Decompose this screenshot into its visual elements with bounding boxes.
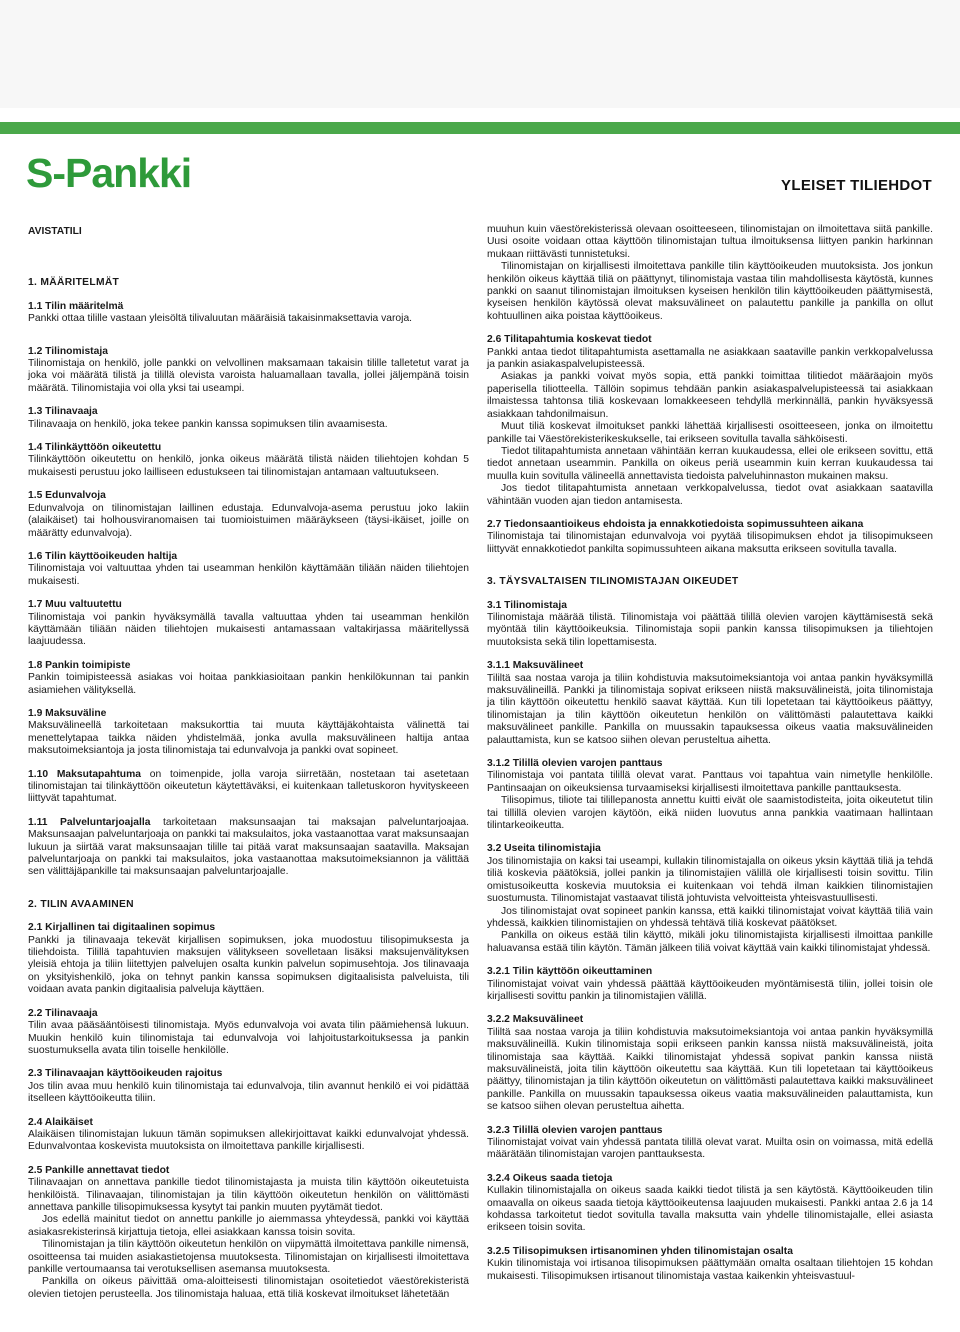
- paragraph: Tilin avaa pääsääntöisesti tilinomistaja. Myös edunvalvoja voi avata tilin päämiehensä lukuun. Muukin henkilö kuin tilinomistaja tai edunvalvoja voi lahjoitustarkoituksessa ja pankin suostumuksella avata tilin toiselle henkilölle.: [28, 1020, 469, 1056]
- subsection-heading: 2.5 Pankille annettavat tiedot: [28, 1164, 170, 1176]
- paragraph: Jos tilinomistajat ovat sopineet pankin kanssa, että kaikki tilinomistajat voivat käyttää tiliä vain yhdessä, kaikkien tilinomistajien on yhdessä tehtävä tiliä koskevat päätökset.: [487, 905, 933, 929]
- paragraph: Asiakas ja pankki voivat myös sopia, että pankki toimittaa tilitiedot määräajoin myös paperisella tiliotteella. Tällöin sopimus tehdään pankin asiakaspalvelupisteessä tai asiakkaan ilmaistessa tahtonsa tiliä koskevaan lomakkeeseen tehdyllä merkinnällä, pankin hyväksyessä asiakkaan tahdonilmaisun.: [487, 371, 933, 420]
- paragraph: Tilinomistaja voi valtuuttaa yhden tai useamman henkilön käyttämään tiliään näiden tiliehtojen mukaisesti.: [28, 563, 469, 587]
- subsection-heading: 2.4 Alaikäiset: [28, 1116, 93, 1128]
- subsection-heading: 2.6 Tilitapahtumia koskevat tiedot: [487, 334, 652, 346]
- paragraph: Pankki ja tilinavaaja tekevät kirjallisen sopimuksen, joka muodostuu tilisopimuksesta ja tiliehdoista. Tilillä tapahtuvien maksujen välitykseen sovelletaan lisäksi maksujenvälityksen yleisiä ehtoja ja tiliin liitettyjen palvelujen osalta kunkin palvelun sopimusehtoja. Jos tilinavaaja on yksityishenkilö, joka on tehnyt pankin kanssa sopimuksen digitaalisista palveluista, tili voidaan avata pankin digitaalisia palveluja käyttäen.: [28, 934, 469, 996]
- paragraph: Pankin toimipisteessä asiakas voi hoitaa pankkiasioitaan pankin henkilökunnan tai pankin asiamiehen välityksellä.: [28, 672, 469, 696]
- subsection-heading: 1.7 Muu valtuutettu: [28, 599, 122, 611]
- paragraph: Alaikäisen tilinomistajan lukuun tämän sopimuksen allekirjoittavat kaikki edunvalvojat yhdessä. Edunvalvontaa koskevista muutoksista on ilmoitettava pankille kirjallisesti.: [28, 1128, 469, 1153]
- section-heading: 2. TILIN AVAAMINEN: [28, 898, 134, 910]
- inline-text: on toimenpide, jolla varoja siirretään, nostetaan tai asetetaan tilinomistajan tai tilinkäyttöön oikeutetun käytettäväksi, ei kuitenkaan talletuskoron hyvityskeeen liittyvät tapahtumat.: [28, 768, 470, 805]
- subsection-heading: 3.2.3 Tilillä olevien varojen panttaus: [487, 1124, 663, 1136]
- paragraph: Jos tiedot tilitapahtumista annetaan verkkopalvelussa, tiedot ovat asiakkaan saatavilla vähintään vuoden ajan tiedon antamisesta.: [487, 483, 933, 507]
- paragraph: Tilinomistajat voivat vain yhdessä päättää käyttöoikeuden myöntämisestä tiliin, jollei toisin ole kirjallisesti sovittu pankin ja tilinomistajien välillä.: [487, 978, 933, 1002]
- left-column: [28, 226, 469, 1301]
- paragraph: Tililtä saa nostaa varoja ja tiliin kohdistuvia maksutoimeksiantoja voi antaa pankin hyväksymillä maksuvälineillä. Pankki ja tilinomistaja sopivat erikseen niistä maksuvälineistä, joita tilinomistaja ja tilin käyttöön oikeutettu henkilö saavat käyttää. Kun tili lopetetaan tai käyttöoikeus päättyy, tilinomistajan ja tilin käyttöön oikeutetun henkilön on välittömästi palautettava kaikki maksuvälineet pankille. Pankilla on muussakin tapauksessa oikeus vaatia maksuvälineiden palauttamista, kun se katsoo siihen olevan perusteltua aihetta.: [487, 672, 933, 746]
- subsection-heading: 1.8 Pankin toimipiste: [28, 659, 131, 671]
- subsection-heading: 3.2.4 Oikeus saada tietoja: [487, 1172, 613, 1184]
- paragraph: Pankki antaa tiedot tilitapahtumista asettamalla ne asiakkaan saataville pankin verkkopalvelussa ja pankin asiakaspalvelupisteessä.: [487, 346, 933, 371]
- paragraph: muuhun kuin väestörekisterissä olevaan osoitteeseen, tilinomistajan on ilmoitettava siitä pankille. Uusi osoite voidaan ottaa käyttöön tilinomistajan tultua ilmoituksensa liittyen pankin harkinnan mukaan riittävästi tunnistetuksi.: [487, 224, 933, 260]
- paragraph: Tilinkäyttöön oikeutettu on henkilö, jonka oikeus määrätä tilistä näiden tiliehtojen kohdan 5 mukaisesti perustuu joko lailliseen edustukseen tai tilinomistajan antamaan valtuutukseen.: [28, 454, 469, 478]
- paragraph: Pankilla on oikeus päivittää oma-aloitteisesti tilinomistajan osoitetiedot väestörekisteristä olevien tietojen perusteella. Jos tilinomistaja haluaa, että tiliä koskevat ilmoitukset lähetetään: [28, 1276, 469, 1300]
- paragraph: Jos tilin avaa muu henkilö kuin tilinomistaja tai edunvalvoja, tilin avannut henkilö ei voi pidättää itselleen käyttöoikeutta tiliin.: [28, 1080, 469, 1105]
- paragraph: Jos edellä mainitut tiedot on annettu pankille jo aiemmassa yhteydessä, pankki voi käyttää asiakasrekisterinsä kirjattuja tietoja, ellei asiakkaan kanssa toisin sovita.: [28, 1214, 469, 1238]
- s-pankki-logo: S-Pankki: [26, 150, 192, 196]
- subsection-heading: 3.2.2 Maksuvälineet: [487, 1014, 584, 1026]
- paragraph: [28, 769, 469, 806]
- paragraph: Tilinavaajan on annettava pankille tiedot tilinomistajasta ja muista tilin käyttöön oikeutetuista henkilöistä. Tilinavaajan, tilinomistajan ja tilin käyttöön oikeutetun henkilön on välittömästi annettava pankille tilisopimuksessa kysytyt tai pankin muuten pyytämät tiedot.: [28, 1177, 469, 1213]
- paragraph: Tilinavaaja on henkilö, joka tekee pankin kanssa sopimuksen tilin avaamisesta.: [28, 418, 388, 430]
- paragraph: Edunvalvoja on tilinomistajan laillinen edustaja. Edunvalvoja-asema perustuu joko lakiin (alaikäiset) tai holhousviranomaisen tai tuomioistuimen määräykseen (täysi-ikäiset, joille on määrätty edunvalvoja).: [28, 502, 469, 539]
- paragraph: Tilinomistaja voi pankin hyväksymällä tavalla valtuuttaa yhden tai useamman henkilön käyttämään tiliään näiden tiliehtojen mukaisesti antamassaan valtakirjassa määritellyssä laajuudessa.: [28, 611, 469, 648]
- subsection-heading: 1.5 Edunvalvoja: [28, 490, 106, 502]
- subsection-heading: 3.1.1 Maksuvälineet: [487, 660, 584, 672]
- subsection-heading: 3.2 Useita tilinomistajia: [487, 843, 601, 855]
- paragraph: Tilinomistaja tai tilinomistajan edunvalvoja voi pyytää tilisopimuksen ehdot ja tilisopimukseen liittyvät ennakkotiedot pankilta sopimussuhteen aikana maksutta erikseen sovitulla tavalla.: [487, 531, 933, 555]
- subsection-heading: 1.3 Tilinavaaja: [28, 406, 98, 418]
- paragraph: Pankilla on oikeus estää tilin käyttö, mikäli joku tilinomistajista kirjallisesti ilmoittaa pankille haluavansa estää tilin käytön. Tämän jälkeen tiliä voivat käyttää vain kaikki tilinomistajat yhdessä.: [487, 930, 933, 954]
- subsection-heading: 1.1 Tilin määritelmä: [28, 300, 124, 312]
- header-band: [0, 0, 960, 108]
- subsection-heading: 3.1 Tilinomistaja: [487, 599, 567, 611]
- subsection-heading: 1.6 Tilin käyttöoikeuden haltija: [28, 550, 178, 562]
- paragraph: Maksuvälineellä tarkoitetaan maksukorttia tai muuta käyttäjäkohtaista välinettä tai menettelytapaa taikka näiden yhdistelmää, jonka avulla maksuvälineen haltija antaa maksutoimeksiantoja ja josta tilinomistaja tai edunvalvoja ja pankki ovat sopineet.: [28, 720, 469, 757]
- subsection-heading: 2.1 Kirjallinen tai digitaalinen sopimus: [28, 922, 216, 934]
- subsection-heading: 2.2 Tilinavaaja: [28, 1007, 98, 1019]
- green-stripe: [0, 122, 960, 134]
- inline-text: tarkoitetaan maksunsaajan tai maksajan palveluntarjoajaa. Maksunsaajan palveluntarjoaja on pankki tai maksulaitos, joka vastaanottaa varat maksunsaajan lukuun ja siirtää varat maksunsaajan tilille tai pitää varat maksunsaajan saatavilla. Maksajan palveluntarjoaja on pankki tai maksulaitos, joka vastaanottaa maksutoimeksiannon ja välittää sen välittäjäpankille tai maksunsaajan palveluntarjoajalle.: [28, 816, 469, 878]
- paragraph: [28, 817, 469, 879]
- paragraph: Tilinomistaja määrää tilistä. Tilinomistaja voi päättää tilillä olevien varojen käyttämisestä sekä myöntää tilin käyttöoikeuksia. Tilinomistaja sopii pankin kanssa tilisopimuksen ja tiliehtojen muutoksista sekä tilin lopettamisesta.: [487, 611, 933, 648]
- paragraph: Tilinomistaja on henkilö, jolle pankki on velvollinen maksamaan takaisin tilille talletetut varat ja joka voi määrätä tilistä ja tilillä olevista varoista haluamallaan tavalla, jollei jäljempänä toisin määrätä. Tilinomistajia voi olla yksi tai useampi.: [28, 358, 469, 394]
- document-title: YLEISET TILIEHDOT: [781, 177, 932, 194]
- paragraph: Tilinomistaja voi pantata tilillä olevat varat. Panttaus voi tapahtua vain nimetylle henkilölle. Pantinsaajan on oikeuksiensa turvaamiseksi kirjallisesti ilmoitettava pankille panttauksesta.: [487, 770, 933, 794]
- section-heading: 1. MÄÄRITELMÄT: [28, 277, 120, 289]
- subsection-heading: 2.7 Tiedonsaantioikeus ehdoista ja ennakkotiedoista sopimussuhteen aikana: [487, 518, 864, 530]
- paragraph: Tililtä saa nostaa varoja ja tiliin kohdistuvia maksutoimeksiantoja voi antaa pankin hyväksymillä maksuvälineillä. Kukin tilinomistaja sopii erikseen pankin kanssa niistä maksuvälineistä, joita tilinomistaja saa käyttää. Kaikki tilinomistajat yhdessä sopivat pankin kanssa niistä maksuvälineistä, joita tilin käyttöön oikeutettu saa käyttää. Kun tili lopetetaan tai käyttöoikeus päättyy, tilinomistajan ja tilin käyttöön oikeutetun on välittömästi palautettava kaikki maksuvälineet pankille. Pankilla on muussakin tapauksessa oikeus vaatia maksuvälineiden palauttamista, kun se katsoo siihen olevan perusteltua aihetta.: [487, 1026, 933, 1113]
- subsection-heading: 1.2 Tilinomistaja: [28, 345, 108, 357]
- subsection-heading: 2.3 Tilinavaajan käyttöoikeuden rajoitus: [28, 1068, 223, 1080]
- paragraph: Tilisopimus, tiliote tai tilillepanosta annettu kuitti eivät ole saamistodisteita, joita oikeutetut tilin tai tillillä olevien varojen käytöön, eikä niiden luovutus anna pankkia vaatimaan hallintaan tilintarkeoikeutta.: [487, 795, 933, 832]
- paragraph: Tilinomistajan ja tilin käyttöön oikeutetun henkilön on viipymättä ilmoitettava pankille nimensä, osoitteensa tai muiden asiakastietojensa muutoksesta. Tilinomistajan on kirjallisesti ilmoitettava pankille vertoumaansa tai verotuksellisen asemansa muutoksesta.: [28, 1239, 469, 1275]
- paragraph: Tilinomistajan on kirjallisesti ilmoitettava pankille tilin käyttöoikeuden muutoksista. Jos jonkun henkilön oikeus käyttää tiliä on päättynyt, tilinomistaja vastaa tilin mahdollisesta käytöstä, kunnes pankki on saanut tilinomistajan ilmoituksen kyseisen henkilön tilin käyttöoikeuden päättymisestä, kyseisen henkilön käytössä olevat maksuvälineet on palautettu pankille ja pankilla on ollut kohtuullinen aika poistaa käyttöoikeus.: [487, 261, 933, 322]
- product-heading: AVISTATILI: [28, 226, 82, 237]
- subsection-heading: 3.1.2 Tilillä olevien varojen panttaus: [487, 758, 663, 770]
- paragraph: Tilinomistajat voivat vain yhdessä pantata tilillä olevat varat. Muilta osin on voimassa, mitä edellä määrätään tilinomistajan varojen panttauksesta.: [487, 1137, 933, 1161]
- subsection-heading: 1.9 Maksuväline: [28, 707, 107, 719]
- inline-term: 1.10 Maksutapahtuma: [28, 768, 141, 780]
- paragraph: Muut tiliä koskevat ilmoitukset pankki lähettää kirjallisesti osoitteeseen, jonka on ilmoitettu pankille tai Väestörekisterikeskukselle, tai erikseen sovitulla tavalla sähköisesti.: [487, 421, 933, 445]
- paragraph: Kullakin tilinomistajalla on oikeus saada kaikki tiedot tilistä ja sen käytöstä. Käyttöoikeuden tilin omaavalla on oikeus saada tietoja käyttöoikeutensa laajuuden mukaisesti. Pankki antaa 2.6 ja 14 kohdassa tarkoitetut tiedot sovitulla tavalla maksutta vain yhdelle tilinomistajalle, ellei asiasta erikseen toisin sovita.: [487, 1185, 933, 1234]
- paragraph: Jos tilinomistajia on kaksi tai useampi, kullakin tilinomistajalla on oikeus yksin käyttää tiliä ja tehdä tiliä koskevia päätöksiä, jollei pankin ja tilinomistajien välillä ole kirjallisesti toisin sovittu. Tilin omistusoikeutta koskevia muutoksia ei kuitenkaan voi tehdä ilman kaikkien tilinomistajien suostumusta. Tilinomistajat vastaavat tilistä johtuvista velvoitteista yhteisvastuullisesti.: [487, 855, 933, 905]
- paragraph: Pankki ottaa tilille vastaan yleisöltä tilivaluutan määräisiä takaisinmaksettavia varoja.: [28, 313, 413, 325]
- subsection-heading: 1.4 Tilinkäyttöön oikeutettu: [28, 442, 162, 454]
- subsection-heading: 3.2.1 Tilin käyttöön oikeuttaminen: [487, 966, 653, 978]
- inline-term: 1.11 Palveluntarjoajalla: [28, 816, 151, 828]
- paragraph: Tiedot tilitapahtumista annetaan vähintään kerran kuukaudessa, ellei ole erikseen sovittu, että tiedot annetaan useammin. Pankilla on oikeus periä useammin kuin kerran kuukaudessa tai muulla kuin sovitulla välineellä annettavista tiedoista palveluhinnaston mukainen maksu.: [487, 445, 933, 482]
- paragraph: Kukin tilinomistaja voi irtisanoa tilisopimuksen päättymään omalta osaltaan tiliehtojen 15 kohdan mukaisesti. Tilisopimuksen irtisanout tilinomistaja vastaa kaikenkin yhteisvastuul-: [487, 1258, 933, 1282]
- right-column: [487, 224, 933, 1283]
- subsection-heading: 3.2.5 Tilisopimuksen irtisanominen yhden tilinomistajan osalta: [487, 1245, 793, 1257]
- section-heading: 3. TÄYSVALTAISEN TILINOMISTAJAN OIKEUDET: [487, 576, 739, 588]
